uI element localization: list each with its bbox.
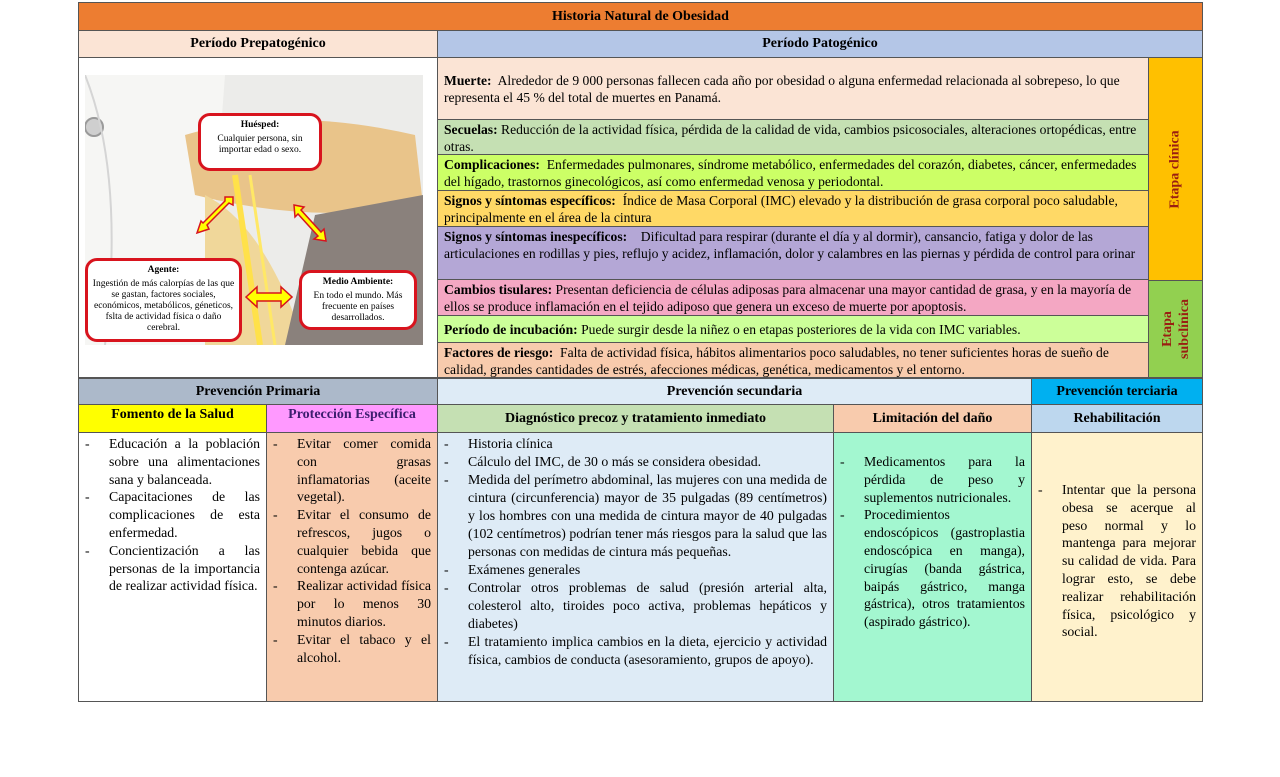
etapa-subclinica bbox=[1148, 280, 1203, 378]
list-item: - Capacitaciones de las complicaciones de esta enfermedad. bbox=[79, 488, 260, 541]
proteccion-header: Protección Específica bbox=[266, 404, 438, 433]
incubacion-text: Puede surgir desde la niñez o en etapas posteriores de la vida con IMC variables. bbox=[581, 322, 1021, 337]
limitacion-cell bbox=[833, 432, 1032, 702]
list-item: - Controlar otros problemas de salud (presión arterial alta, colesterol alto, tiroides poco activa, problemas hepáticos y diabetes) bbox=[438, 579, 827, 633]
etapa-subclinica-line2: subclínica bbox=[1176, 299, 1192, 359]
arrow-huesped-agente-icon bbox=[195, 195, 235, 235]
triad-huesped bbox=[198, 113, 322, 171]
limitacion-header: Limitación del daño bbox=[833, 404, 1032, 433]
medio-title: Medio Ambiente: bbox=[322, 277, 394, 287]
list-item: - Evitar comer comida con grasas inflamatorias (aceite vegetal). bbox=[267, 435, 431, 506]
prepatogenic-header: Período Prepatogénico bbox=[78, 30, 438, 58]
medio-text: En todo el mundo. Más frecuente en países desarrollados. bbox=[313, 291, 403, 323]
huesped-text: Cualquier persona, sin importar edad o sexo. bbox=[217, 134, 303, 155]
etapa-clinica-label: Etapa clínica bbox=[1168, 129, 1184, 209]
triad-agente bbox=[85, 258, 242, 342]
list-item: - El tratamiento implica cambios en la dieta, ejercicio y actividad física, cambios de conducta (asesoramiento, grupos de apoyo). bbox=[438, 633, 827, 669]
etapa-subclinica-line1: Etapa bbox=[1159, 311, 1175, 347]
diagnostico-list bbox=[438, 435, 827, 669]
triad-illustration bbox=[85, 75, 423, 345]
list-item: - Medida del perímetro abdominal, las mujeres con una medida de cintura (circunferencia) mayor de 35 pulgadas (89 centímetros) y los hombres con una medida de cintura mayor de 40 pulgadas (102 centímetros) podrían tener más riesgos para la salud que las personas con medidas de cintura más pequeñas. bbox=[438, 471, 827, 561]
list-item: - Evitar el consumo de refrescos, jugos o cualquier bebida que contenga azúcar. bbox=[267, 506, 431, 577]
diagnostico-header: Diagnóstico precoz y tratamiento inmediato bbox=[437, 404, 834, 433]
row-muerte bbox=[437, 57, 1149, 120]
riesgo-text: Falta de actividad física, hábitos alimentarios poco saludables, no tener suficientes horas de sueño de calidad, grandes cantidades de estrés, afecciones médicas, genética, medicamentos y el entorno. bbox=[444, 345, 1109, 377]
muerte-text: Alrededor de 9 000 personas fallecen cada año por obesidad o alguna enfermedad relacionada al sobrepeso, lo que representa el 45 % del total de muertes en Panamá. bbox=[444, 73, 1120, 105]
list-item: - Cálculo del IMC, de 30 o más se considera obesidad. bbox=[438, 453, 827, 471]
rehabilitacion-list bbox=[1032, 481, 1196, 641]
row-signos-especificos bbox=[437, 190, 1149, 227]
row-incubacion bbox=[437, 315, 1149, 343]
tisulares-label: Cambios tisulares: bbox=[444, 282, 553, 297]
list-item: - Procedimientos endoscópicos (gastroplastia endoscópica en manga), cirugías (banda gástrica, baipás gástrico, manga gástrica), otros tratamientos (aspirado gástrico). bbox=[834, 506, 1025, 631]
arrow-huesped-medio-icon bbox=[292, 203, 328, 243]
agente-title: Agente: bbox=[147, 265, 180, 275]
list-item: - Concientización a las personas de la importancia de realizar actividad física. bbox=[79, 542, 260, 595]
inespecificos-text: Dificultad para respirar (durante el día y al dormir), cansancio, fatiga y dolor de las articulaciones en rodillas y pies, reflujo y acidez, inflamación, dolor y calambres en las piernas y pérdida de control para orinar bbox=[444, 229, 1136, 261]
muerte-label: Muerte: bbox=[444, 73, 492, 88]
etapa-clinica bbox=[1148, 57, 1203, 281]
list-item: - Evitar el tabaco y el alcohol. bbox=[267, 631, 431, 667]
incubacion-label: Período de incubación: bbox=[444, 322, 578, 337]
inespecificos-label: Signos y síntomas inespecíficos: bbox=[444, 229, 628, 244]
prevencion-primaria-header: Prevención Primaria bbox=[78, 378, 438, 405]
tisulares-text: Presentan deficiencia de células adiposas para almacenar una mayor cantidad de grasa, y en la mayoría de ellos se produce inflamación en el tejido adiposo que genera un exceso de muerte por apoptosis. bbox=[444, 282, 1132, 314]
row-cambios-tisulares bbox=[437, 279, 1149, 316]
row-complicaciones bbox=[437, 154, 1149, 191]
list-item: - Medicamentos para la pérdida de peso y suplementos nutricionales. bbox=[834, 453, 1025, 506]
list-item: - Exámenes generales bbox=[438, 561, 827, 579]
list-item: - Realizar actividad física por lo menos 30 minutos diarios. bbox=[267, 577, 431, 630]
patogenic-header: Período Patogénico bbox=[437, 30, 1203, 58]
riesgo-label: Factores de riesgo: bbox=[444, 345, 554, 360]
complicaciones-label: Complicaciones: bbox=[444, 157, 540, 172]
list-item: - Historia clínica bbox=[438, 435, 827, 453]
fomento-header: Fomento de la Salud bbox=[78, 404, 267, 433]
prevencion-terciaria-header: Prevención terciaria bbox=[1031, 378, 1203, 405]
list-item: - Intentar que la persona obesa se acerque al peso normal y lo mantenga para mejorar su calidad de vida. Para lograr esto, se debe realizar rehabilitación física, psicológico y social. bbox=[1032, 481, 1196, 641]
fomento-cell bbox=[78, 432, 267, 702]
diagnostico-cell bbox=[437, 432, 834, 702]
secuelas-label: Secuelas: bbox=[444, 122, 498, 137]
especificos-label: Signos y síntomas específicos: bbox=[444, 193, 616, 208]
rehabilitacion-header: Rehabilitación bbox=[1031, 404, 1203, 433]
prevencion-secundaria-header: Prevención secundaria bbox=[437, 378, 1032, 405]
rehabilitacion-cell bbox=[1031, 432, 1203, 702]
row-factores-riesgo bbox=[437, 342, 1149, 378]
row-secuelas bbox=[437, 119, 1149, 155]
triad-medio bbox=[299, 270, 417, 330]
limitacion-list bbox=[834, 453, 1025, 631]
fomento-list bbox=[79, 435, 260, 595]
list-item: - Educación a la población sobre una alimentaciones sana y balanceada. bbox=[79, 435, 260, 488]
etapa-subclinica-label bbox=[1159, 299, 1193, 359]
proteccion-cell bbox=[266, 432, 438, 702]
especificos-text: Índice de Masa Corporal (IMC) elevado y la distribución de grasa corporal poco saludable, principalmente en el área de la cintura bbox=[444, 193, 1118, 225]
table-title: Historia Natural de Obesidad bbox=[78, 2, 1203, 31]
arrow-agente-medio-icon bbox=[245, 285, 293, 309]
huesped-title: Huésped: bbox=[240, 120, 280, 130]
secuelas-text: Reducción de la actividad física, pérdida de la calidad de vida, cambios psicosociales, alteraciones ortopédicas, entre otras. bbox=[444, 122, 1137, 154]
row-signos-inespecificos bbox=[437, 226, 1149, 280]
prepatogenic-cell bbox=[78, 57, 438, 378]
complicaciones-text: Enfermedades pulmonares, síndrome metabólico, enfermedades del corazón, diabetes, cáncer, enfermedades del hígado, trastornos ginecológicos, así como enfermedad venosa y periodontal. bbox=[444, 157, 1137, 189]
agente-text: Ingestión de más calorpías de las que se gastan, factores sociales, económicos, metabólicos, géneticos, fslta de actividad física o daño cerebral. bbox=[92, 279, 235, 333]
proteccion-list bbox=[267, 435, 431, 666]
